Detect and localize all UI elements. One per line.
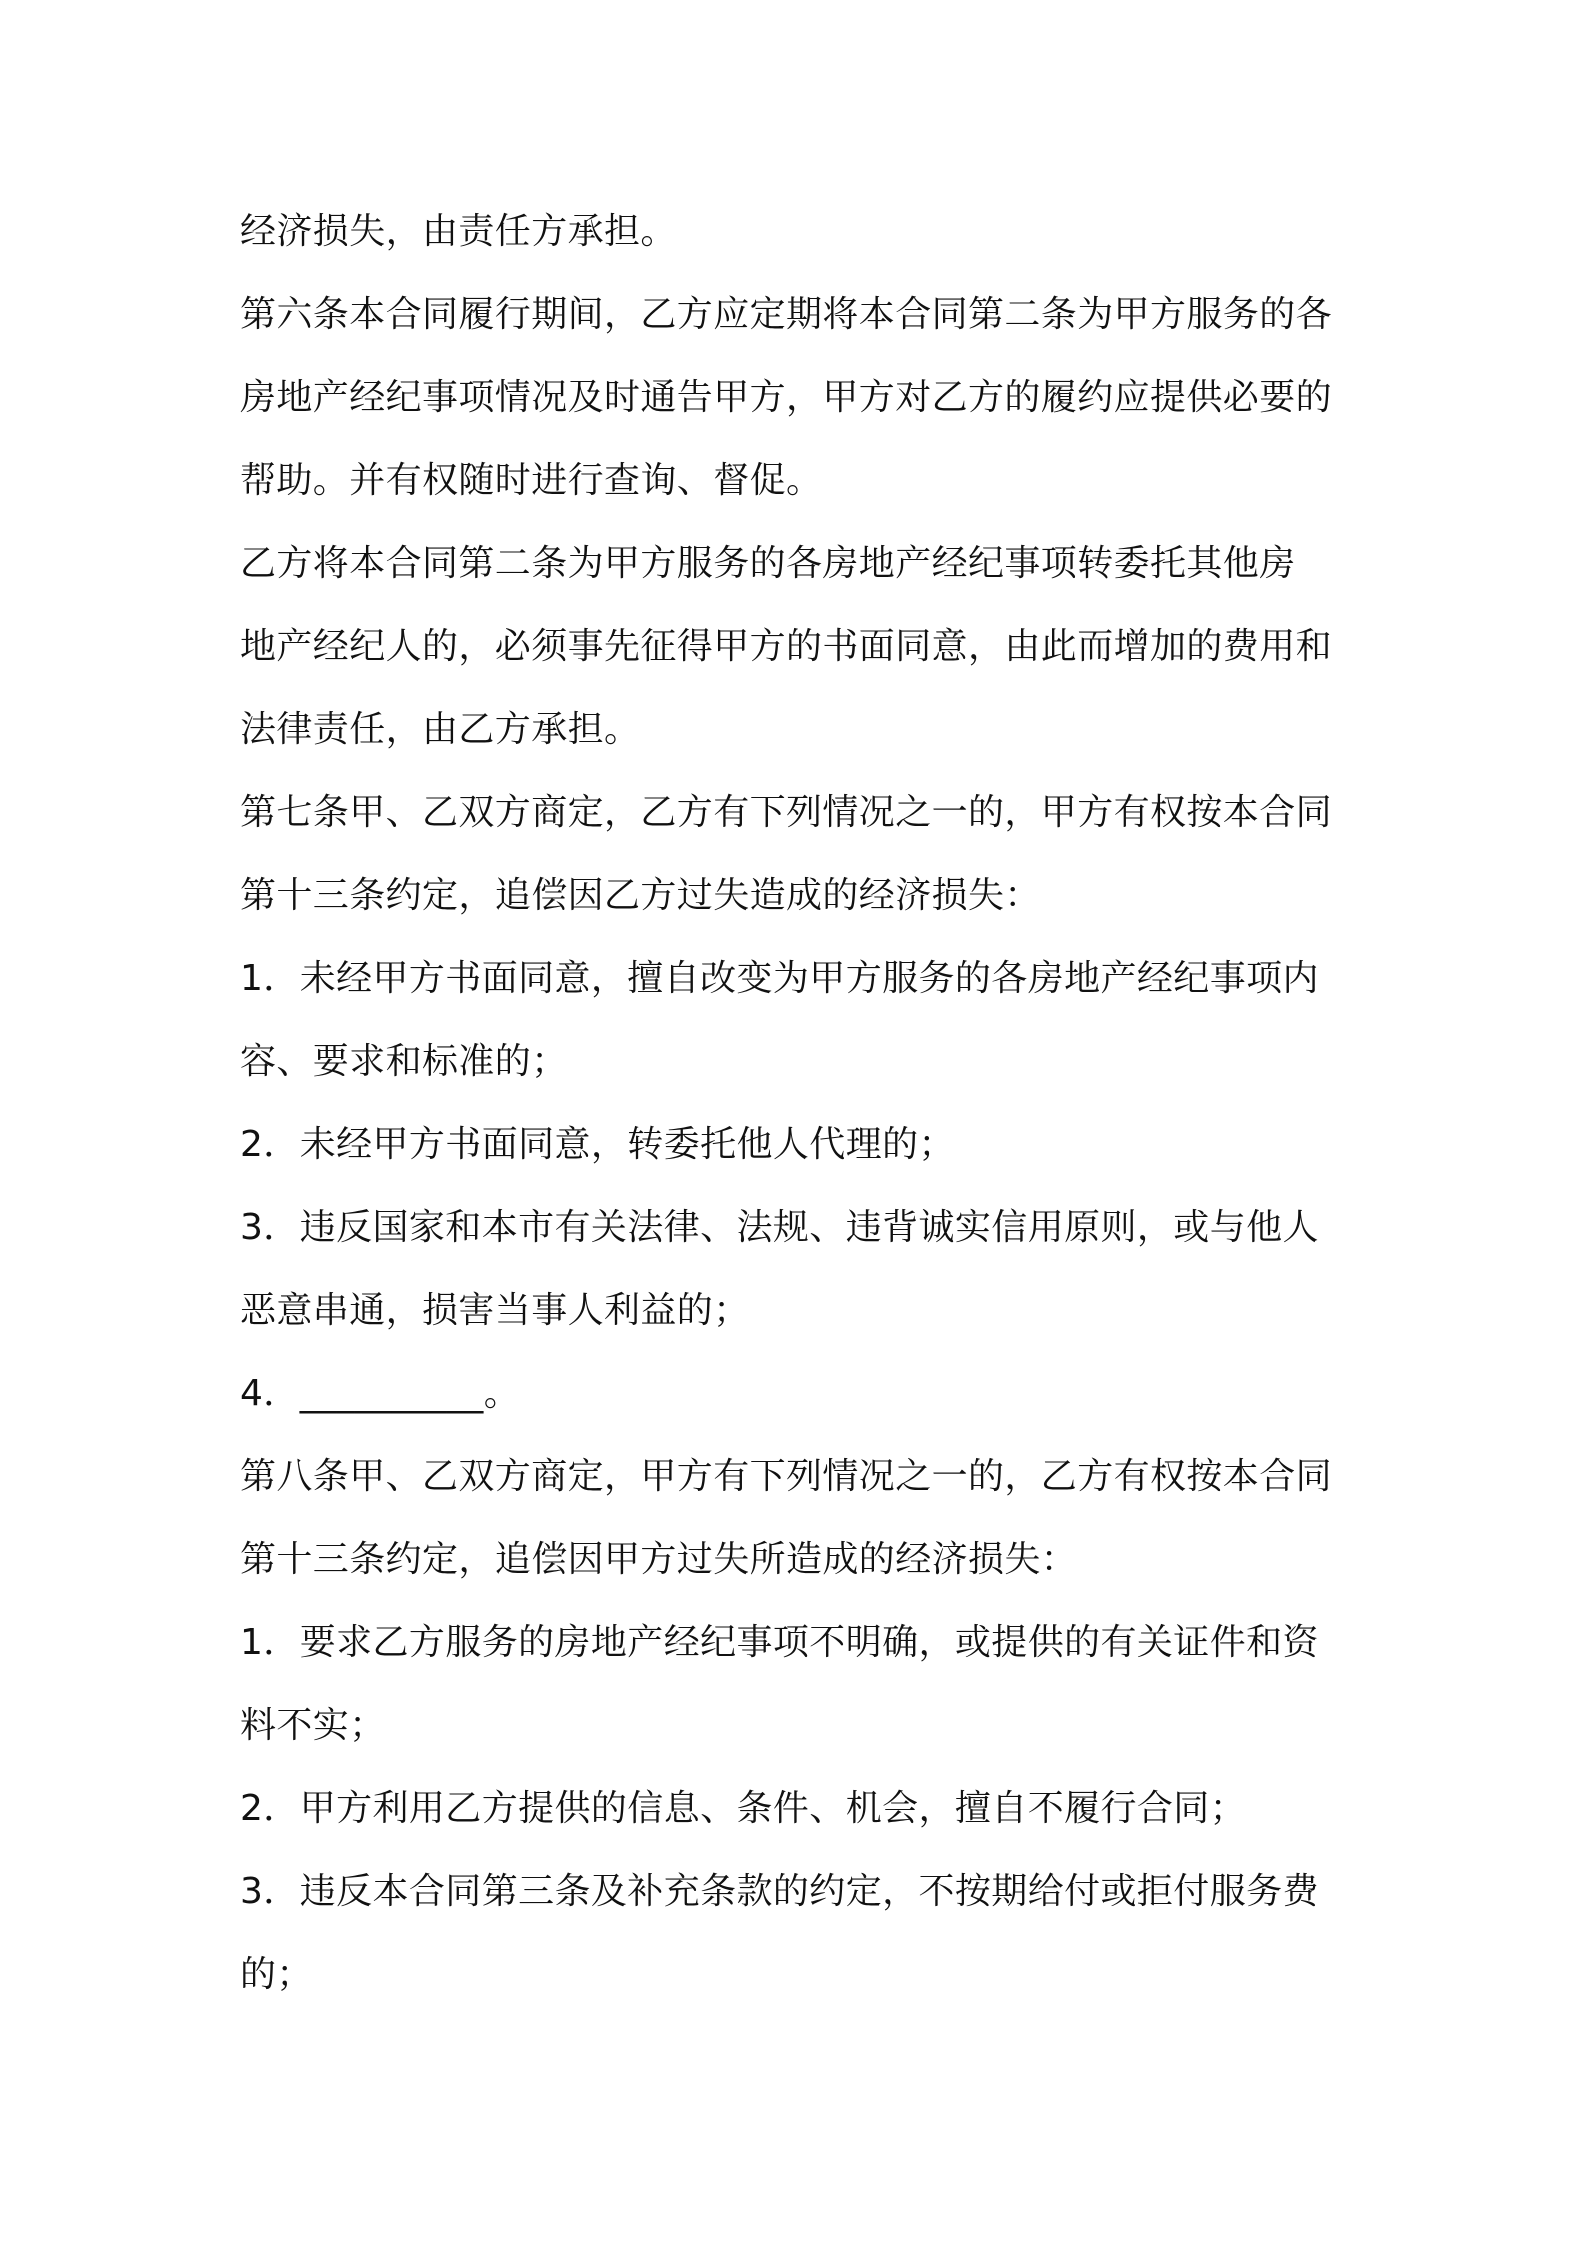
- text-line: 1．要求乙方服务的房地产经纪事项不明确，或提供的有关证件和资: [240, 1622, 1319, 1663]
- text-line: 帮助。并有权随时进行查询、督促。: [240, 460, 823, 501]
- text-line: 房地产经纪事项情况及时通告甲方，甲方对乙方的履约应提供必要的: [240, 377, 1333, 418]
- text-line: 2．未经甲方书面同意，转委托他人代理的；: [240, 1124, 955, 1165]
- text-line: 2．甲方利用乙方提供的信息、条件、机会，擅自不履行合同；: [240, 1788, 1247, 1829]
- text-line: 地产经纪人的，必须事先征得甲方的书面同意，由此而增加的费用和: [240, 626, 1333, 667]
- text-line: 第六条本合同履行期间，乙方应定期将本合同第二条为甲方服务的各: [240, 294, 1333, 335]
- text-line: 第十三条约定，追偿因乙方过失造成的经济损失：: [240, 875, 1041, 916]
- text-line: 3．违反本合同第三条及补充条款的约定，不按期给付或拒付服务费: [240, 1871, 1319, 1912]
- text-line: 3．违反国家和本市有关法律、法规、违背诚实信用原则，或与他人: [240, 1207, 1319, 1248]
- text-line: 乙方将本合同第二条为甲方服务的各房地产经纪事项转委托其他房: [240, 543, 1296, 584]
- text-line: 容、要求和标准的；: [240, 1041, 568, 1082]
- text-line: 经济损失，由责任方承担。: [240, 211, 677, 252]
- text-line: 4．__________。: [240, 1373, 521, 1414]
- document-body: [240, 190, 1355, 2016]
- text-line: 第七条甲、乙双方商定，乙方有下列情况之一的，甲方有权按本合同: [240, 792, 1333, 833]
- text-line: 恶意串通，损害当事人利益的；: [240, 1290, 750, 1331]
- text-line: 第八条甲、乙双方商定，甲方有下列情况之一的，乙方有权按本合同: [240, 1456, 1333, 1497]
- text-line: 料不实；: [240, 1705, 386, 1746]
- text-line: 的；: [240, 1954, 313, 1995]
- text-line: 法律责任，由乙方承担。: [240, 709, 641, 750]
- text-line: 第十三条约定，追偿因甲方过失所造成的经济损失：: [240, 1539, 1078, 1580]
- text-line: 1．未经甲方书面同意，擅自改变为甲方服务的各房地产经纪事项内: [240, 958, 1319, 999]
